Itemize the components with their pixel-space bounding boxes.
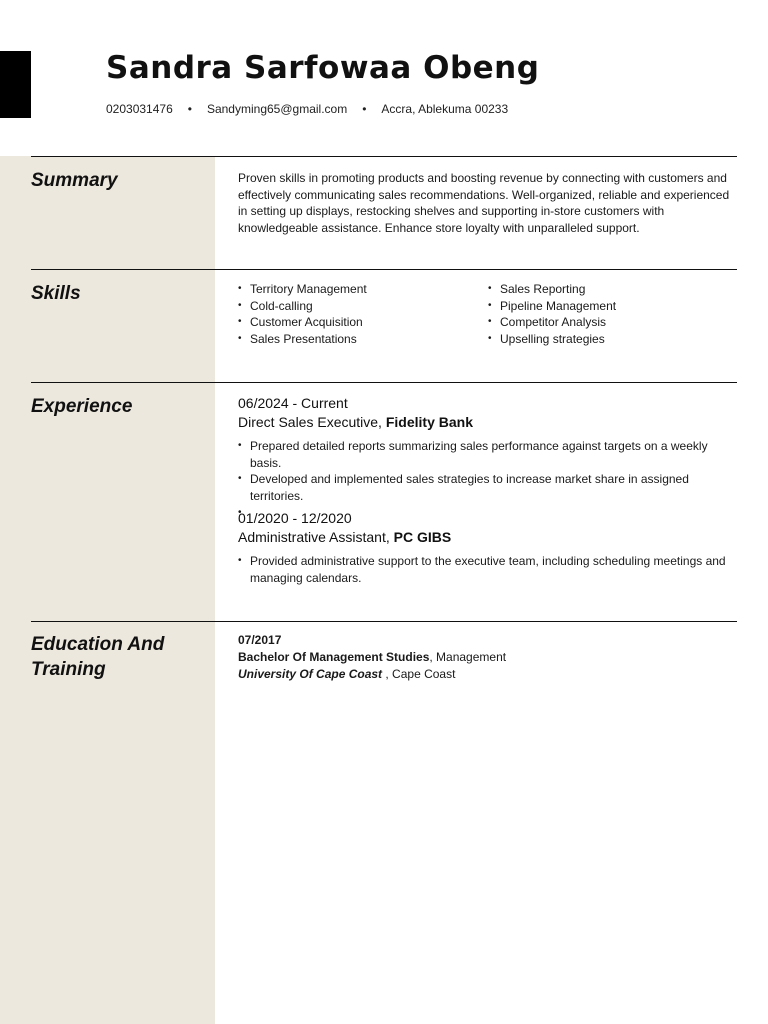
skills-column-right — [488, 281, 738, 348]
job-role: Direct Sales Executive, — [238, 414, 386, 430]
school-name: University Of Cape Coast — [238, 666, 383, 681]
job-bullet: • Prepared detailed reports summarizing sales performance against targets on a weekly basis. — [238, 438, 738, 471]
skill-item: • Sales Presentations — [238, 331, 488, 348]
skills-list — [238, 281, 738, 348]
section-divider — [31, 269, 737, 270]
school-city: , Cape Coast — [382, 666, 456, 681]
section-divider — [31, 156, 737, 157]
separator-dot: • — [362, 102, 367, 116]
job-company: Fidelity Bank — [385, 414, 473, 430]
contact-line — [106, 102, 508, 116]
skill-item: • Cold-calling — [238, 298, 488, 315]
education-entry — [238, 632, 738, 682]
summary-heading: Summary — [31, 170, 118, 191]
job-title — [238, 413, 738, 432]
experience-heading: Experience — [31, 396, 133, 417]
skills-column-left — [238, 281, 488, 348]
skill-item: • Pipeline Management — [488, 298, 738, 315]
job-dates: 06/2024 - Current — [238, 395, 348, 411]
job-entry — [238, 509, 738, 586]
section-divider — [31, 382, 737, 383]
job-bullet: • Developed and implemented sales strategies to increase market share in assigned territories. — [238, 471, 738, 504]
job-title — [238, 528, 738, 547]
degree-name: Bachelor Of Management Studies — [238, 650, 430, 664]
job-role: Administrative Assistant, — [238, 529, 394, 545]
skills-heading: Skills — [31, 283, 81, 304]
skill-item: • Competitor Analysis — [488, 314, 738, 331]
separator-dot: • — [187, 102, 192, 116]
candidate-name: Sandra Sarfowaa Obeng — [106, 50, 540, 86]
education-school-line — [238, 666, 738, 683]
phone-number: 0203031476 — [106, 102, 173, 116]
job-company: PC GIBS — [393, 529, 452, 545]
job-bullets — [238, 553, 738, 586]
skill-item: • Customer Acquisition — [238, 314, 488, 331]
education-degree-line — [238, 649, 738, 666]
skill-item: • Territory Management — [238, 281, 488, 298]
skill-item: • Upselling strategies — [488, 331, 738, 348]
email-address[interactable]: Sandyming65@gmail.com — [206, 102, 348, 116]
skill-item: • Sales Reporting — [488, 281, 738, 298]
education-heading: Education And Training — [31, 634, 165, 680]
summary-text: Proven skills in promoting products and boosting revenue by connecting with customers and effectively communicating sales recommendations. Well-organized, reliable and experienced in setting up displays, restocking shelves and supporting in-store customers with knowledgeable assistance. Enhance store loyalty with unparalleled support. — [238, 171, 730, 235]
job-bullet: • Provided administrative support to the executive team, including scheduling meetings and managing calendars. — [238, 553, 738, 586]
section-divider — [31, 621, 737, 622]
degree-field: , Management — [429, 650, 507, 664]
job-dates: 01/2020 - 12/2020 — [238, 510, 352, 526]
location: Accra, Ablekuma 00233 — [381, 102, 509, 116]
accent-block — [0, 51, 31, 118]
education-date: 07/2017 — [238, 633, 282, 647]
job-entry — [238, 394, 738, 522]
